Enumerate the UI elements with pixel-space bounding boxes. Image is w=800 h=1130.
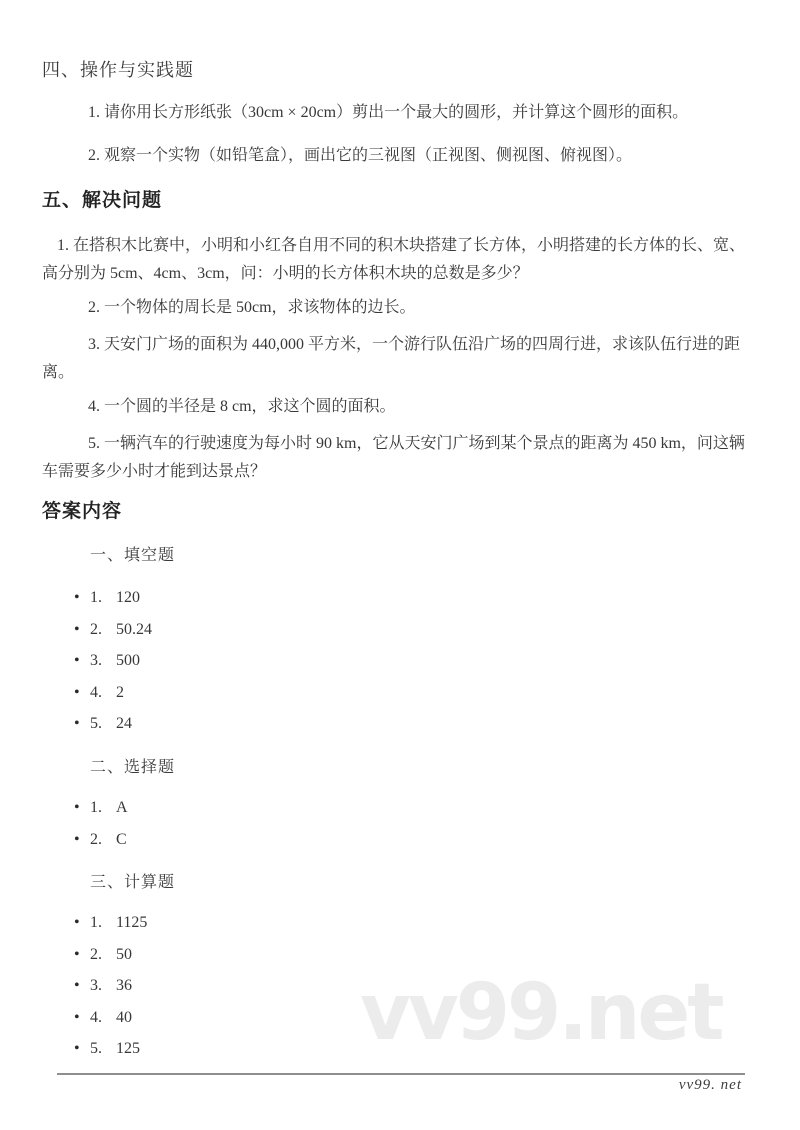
answers-calc-title: 三、计算题	[90, 874, 176, 891]
answer-number: 1.	[90, 589, 102, 606]
practice-question-2: 2. 观察一个实物（如铅笔盒），画出它的三视图（正视图、侧视图、俯视图）。	[88, 147, 633, 164]
answer-number: 2.	[90, 620, 102, 638]
list-item	[42, 970, 758, 1002]
answer-number: 5.	[90, 715, 102, 732]
answer-value: 40	[116, 1008, 132, 1026]
list-item	[42, 582, 758, 614]
answer-value: A	[116, 799, 128, 816]
list-item	[42, 907, 758, 939]
answer-number: 2.	[90, 945, 102, 963]
practice-question-1: 1. 请你用长方形纸张（30cm × 20cm）剪出一个最大的圆形，并计算这个圆形的面积。	[88, 104, 689, 121]
list-item	[42, 792, 758, 824]
answers-choice-title: 二、选择题	[90, 759, 176, 776]
section-solve-heading: 五、解决问题	[42, 190, 163, 211]
answers-fill-list	[42, 582, 758, 740]
watermark-logo: vv99.net	[360, 968, 722, 1058]
answer-value: 500	[116, 652, 140, 669]
answer-value: 36	[116, 977, 132, 994]
solve-question-4: 4. 一个圆的半径是 8 cm，求这个圆的面积。	[88, 398, 396, 415]
list-item	[42, 1033, 758, 1065]
answer-number: 1.	[90, 799, 102, 816]
list-item	[42, 939, 758, 971]
answer-number: 3.	[90, 977, 102, 994]
list-item	[42, 645, 758, 677]
answers-calc-list	[42, 907, 758, 1065]
solve-question-2: 2. 一个物体的周长是 50cm，求该物体的边长。	[88, 299, 416, 316]
list-item	[42, 1002, 758, 1034]
list-item	[42, 824, 758, 856]
list-item	[42, 708, 758, 740]
answer-value: 2	[116, 683, 124, 701]
solve-question-3: 3. 天安门广场的面积为 440,000 平方米，一个游行队伍沿广场的四周行进，求该队伍行进的距离。	[42, 336, 741, 381]
answer-value: 1125	[116, 914, 148, 931]
solve-question-1: 1. 在搭积木比赛中，小明和小红各自用不同的积木块搭建了长方体，小明搭建的长方体的长、宽、高分别为 5cm、4cm、3cm，问：小明的长方体积木块的总数是多少？	[42, 237, 746, 282]
footer-divider	[57, 1073, 745, 1075]
answer-value: 50.24	[116, 620, 152, 638]
answers-heading: 答案内容	[42, 501, 123, 522]
answers-fill-title: 一、填空题	[90, 547, 176, 564]
answer-value: 120	[116, 589, 140, 606]
answer-number: 4.	[90, 683, 102, 701]
answer-value: 24	[116, 715, 132, 732]
answer-number: 4.	[90, 1008, 102, 1026]
footer-site-label: vv99. net	[678, 1077, 742, 1093]
answer-number: 5.	[90, 1040, 102, 1057]
section-practice-heading: 四、操作与实践题	[42, 60, 194, 80]
solve-question-5: 5. 一辆汽车的行驶速度为每小时 90 km，它从天安门广场到某个景点的距离为 450 km，问这辆车需要多少小时才能到达景点？	[42, 435, 745, 480]
answer-number: 2.	[90, 830, 102, 848]
answer-number: 1.	[90, 914, 102, 931]
answer-number: 3.	[90, 652, 102, 669]
answer-value: C	[116, 830, 127, 848]
list-item	[42, 614, 758, 646]
answer-value: 50	[116, 945, 132, 963]
answer-value: 125	[116, 1040, 140, 1057]
list-item	[42, 677, 758, 709]
answers-choice-list	[42, 792, 758, 855]
